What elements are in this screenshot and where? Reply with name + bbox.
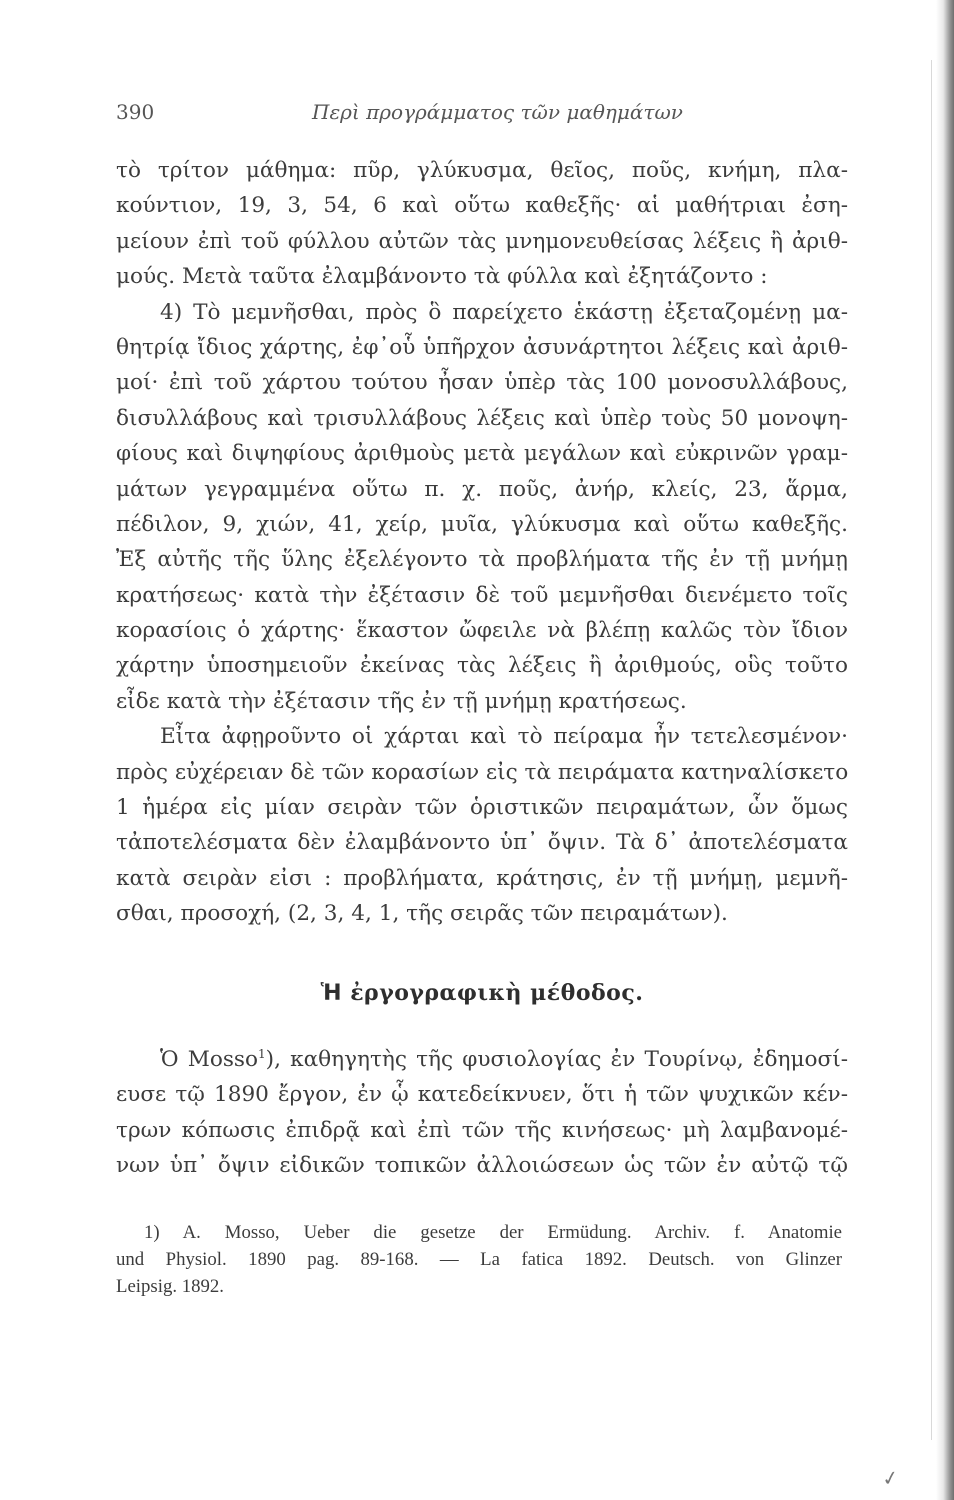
paragraph-4: [116, 1042, 848, 1184]
paragraph-3: [116, 719, 848, 931]
text-line: κρατήσεως· κατὰ τὴν ἐξέτασιν δὲ τοῦ μεμνῆσθαι διενέμετο τοῖς: [116, 582, 848, 608]
text-line: εἶδε κατὰ τὴν ἐξέτασιν τῆς ἐν τῇ μνήμῃ κρατήσεως.: [116, 688, 687, 714]
text-line: Εἶτα ἀφῃροῦντο οἱ χάρται καὶ τὸ πείραμα ἦν τετελεσμένον·: [160, 724, 848, 750]
section-heading: [116, 980, 848, 1006]
text-line: χάρτην ὑποσημειοῦν ἐκείνας τὰς λέξεις ἢ ἀριθμούς, οὓς τοῦτο: [116, 653, 848, 679]
text-line: δισυλλάβους καὶ τρισυλλάβους λέξεις καὶ ὑπὲρ τοὺς 50 μονοψη-: [116, 405, 848, 431]
text-line: μούς. Μετὰ ταῦτα ἐλαμβάνοντο τὰ φύλλα καὶ ἐξητάζοντο :: [116, 264, 768, 290]
text-line: μοί· ἐπὶ τοῦ χάρτου τούτου ἦσαν ὑπὲρ τὰς 100 μονοσυλλάβους,: [116, 370, 848, 396]
text-line: ευσε τῷ 1890 ἔργον, ἐν ᾧ κατεδείκνυεν, ὅτι ἡ τῶν ψυχικῶν κέν-: [116, 1082, 848, 1108]
text-line: κατὰ σειρὰν εἰσι : προβλήματα, κράτησις, ἐν τῇ μνήμῃ, μεμνῆ-: [116, 865, 848, 891]
page-number: 390: [116, 100, 155, 124]
heading-text: ἐργογραφικὴ μέθοδος.: [350, 980, 644, 1006]
text-line-first: [116, 1042, 848, 1077]
footnote-line: 1) A. Mosso, Ueber die gesetze der Ermüdung. Archiv. f. Anatomie: [144, 1222, 842, 1243]
text-line: μείουν ἐπὶ τοῦ φύλλου αὐτῶν τὰς μνημονευθείσας λέξεις ἢ ἀριθ-: [116, 228, 848, 254]
text-line: 4) Τὸ μεμνῆσθαι, πρὸς ὃ παρείχετο ἑκάστῃ ἐξεταζομένῃ μα-: [160, 299, 848, 325]
text-line: μάτων γεγραμμένα οὕτω π. χ. ποῦς, ἀνήρ, κλείς, 23, ἅρμα,: [116, 476, 848, 502]
heading-initial: Ἡ: [320, 981, 343, 1006]
footnote: [116, 1219, 842, 1300]
text-line: 1 ἡμέρα εἰς μίαν σειρὰν τῶν ὁριστικῶν πειραμάτων, ὧν ὅμως: [116, 795, 848, 821]
book-spine-shadow: [936, 0, 954, 1500]
text-line: κούντιον, 19, 3, 54, 6 καὶ οὕτω καθεξῆς· αἱ μαθήτριαι ἐση-: [116, 193, 848, 219]
text-run: ), καθηγητὴς τῆς φυσιολογίας ἐν Τουρίνῳ, ἐδημοσί-: [265, 1047, 848, 1072]
text-line: τρων κόπωσις ἐπιδρᾷ καὶ ἐπὶ τῶν τῆς κινήσεως· μὴ λαμβανομέ-: [116, 1117, 848, 1143]
text-line: σθαι, προσοχή, (2, 3, 4, 1, τῆς σειρᾶς τῶν πειραμάτων).: [116, 901, 728, 927]
paragraph-2: [116, 295, 848, 720]
author-name: Ὁ Mosso: [160, 1047, 258, 1072]
main-text: [116, 153, 848, 932]
page-edge-line: [931, 60, 932, 1440]
text-line: τὸ τρίτον μάθημα: πῦρ, γλύκυσμα, θεῖος, ποῦς, κνήμη, πλα-: [116, 158, 848, 183]
text-line: πέδιλον, 9, χιών, 41, χείρ, μυῖα, γλύκυσμα καὶ οὕτω καθεξῆς.: [116, 511, 848, 537]
footnote-line: Leipsig. 1892.: [116, 1276, 224, 1297]
text-line: νων ὑπ᾽ ὄψιν εἰδικῶν τοπικῶν ἀλλοιώσεων ὡς τῶν ἐν αὐτῷ τῷ: [116, 1153, 848, 1179]
text-line: πρὸς εὐχέρειαν δὲ τῶν κορασίων εἰς τὰ πειράματα κατηναλίσκετο: [116, 759, 849, 785]
running-title: Περὶ προγράμματος τῶν μαθημάτων: [312, 100, 683, 124]
text-line: τἀποτελέσματα δὲν ἐλαμβάνοντο ὑπ᾽ ὄψιν. Τὰ δ᾽ ἀποτελέσματα: [116, 830, 848, 856]
footnote-ref: 1: [258, 1046, 266, 1061]
page-header: [116, 100, 846, 130]
text-line: Ἐξ αὐτῆς τῆς ὕλης ἐξελέγοντο τὰ προβλήματα τῆς ἐν τῇ μνήμῃ: [116, 547, 848, 573]
pencil-check-mark: ✓: [880, 1464, 901, 1492]
text-line: φίους καὶ διψηφίους ἀριθμοὺς μετὰ μεγάλων καὶ εὐκρινῶν γραμ-: [116, 441, 848, 467]
footnote-line: und Physiol. 1890 pag. 89-168. — La fatica 1892. Deutsch. von Glinzer: [116, 1249, 842, 1270]
paragraph-1: [116, 153, 848, 295]
text-line: κορασίοις ὁ χάρτης· ἕκαστον ὤφειλε νὰ βλέπῃ καλῶς τὸν ἴδιον: [116, 618, 848, 644]
text-line: θητρίᾳ ἴδιος χάρτης, ἐφ᾽οὗ ὑπῆρχον ἀσυνάρτητοι λέξεις καὶ ἀριθ-: [116, 334, 848, 360]
